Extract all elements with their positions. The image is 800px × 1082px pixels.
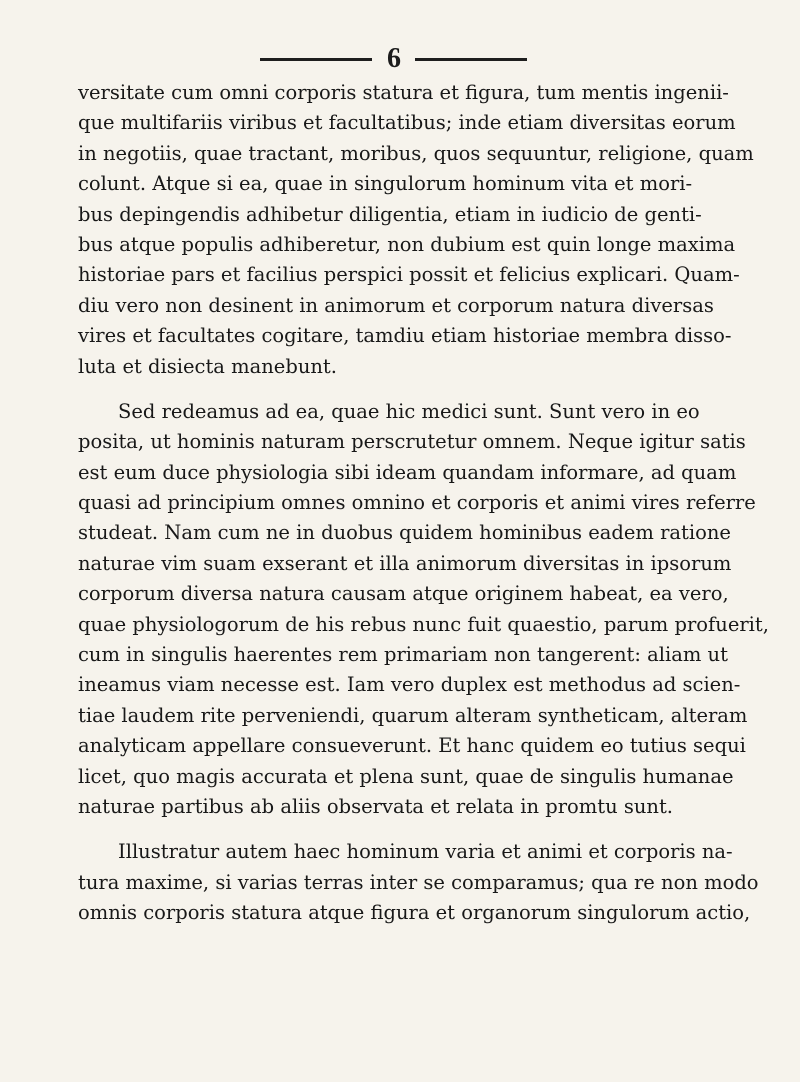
body-text bbox=[78, 78, 770, 929]
header-rule-right bbox=[415, 58, 527, 61]
text-line: Sed redeamus ad ea, quae hic medici sunt. Sunt vero in eo bbox=[118, 399, 700, 423]
paragraph-gap bbox=[78, 822, 770, 837]
text-line: historiae pars et facilius perspici possit et felicius explicari. Quam- bbox=[78, 263, 740, 287]
page-number: 6 bbox=[387, 43, 401, 74]
text-line: naturae partibus ab aliis observata et relata in promtu sunt. bbox=[78, 794, 673, 818]
text-line: ineamus viam necesse est. Iam vero duplex est methodus ad scien- bbox=[78, 673, 741, 697]
text-line: cum in singulis haerentes rem primariam non tangerent: aliam ut bbox=[78, 643, 728, 667]
text-line: luta et disiecta manebunt. bbox=[78, 354, 337, 378]
page-header bbox=[0, 18, 800, 74]
text-line: in negotiis, quae tractant, moribus, quos sequuntur, religione, quam bbox=[78, 141, 754, 165]
text-line: omnis corporis statura atque figura et organorum singulorum actio, bbox=[78, 901, 751, 925]
paragraph-2 bbox=[78, 397, 770, 822]
text-line: est eum duce physiologia sibi ideam quandam informare, ad quam bbox=[78, 460, 737, 484]
paragraph-3 bbox=[78, 837, 770, 928]
text-line: posita, ut hominis naturam perscrutetur omnem. Neque igitur satis bbox=[78, 430, 746, 454]
text-line: que multifariis viribus et facultatibus; inde etiam diversitas eorum bbox=[78, 111, 736, 135]
text-line: tiae laudem rite perveniendi, quarum alteram syntheticam, alteram bbox=[78, 703, 748, 727]
text-line: tura maxime, si varias terras inter se comparamus; qua re non modo bbox=[78, 870, 759, 894]
text-line: quae physiologorum de his rebus nunc fuit quaestio, parum profuerit, bbox=[78, 612, 769, 636]
text-line: licet, quo magis accurata et plena sunt, quae de singulis humanae bbox=[78, 764, 734, 788]
text-line: studeat. Nam cum ne in duobus quidem hominibus eadem ratione bbox=[78, 521, 731, 545]
text-line: vires et facultates cogitare, tamdiu etiam historiae membra disso- bbox=[78, 324, 732, 348]
paragraph-gap bbox=[78, 382, 770, 397]
text-line: bus depingendis adhibetur diligentia, etiam in iudicio de genti- bbox=[78, 202, 702, 226]
text-line: colunt. Atque si ea, quae in singulorum hominum vita et mori- bbox=[78, 172, 693, 196]
text-line: bus atque populis adhiberetur, non dubium est quin longe maxima bbox=[78, 232, 736, 256]
text-line: Illustratur autem haec hominum varia et animi et corporis na- bbox=[118, 840, 733, 864]
paragraph-1 bbox=[78, 78, 770, 382]
text-line: corporum diversa natura causam atque originem habeat, ea vero, bbox=[78, 582, 729, 606]
text-line: naturae vim suam exserant et illa animorum diversitas in ipsorum bbox=[78, 551, 732, 575]
text-line: diu vero non desinent in animorum et corporum natura diversas bbox=[78, 293, 714, 317]
text-line: versitate cum omni corporis statura et figura, tum mentis ingenii- bbox=[78, 81, 729, 104]
header-rule-left bbox=[260, 58, 372, 61]
text-line: analyticam appellare consueverunt. Et hanc quidem eo tutius sequi bbox=[78, 734, 746, 758]
text-line: quasi ad principium omnes omnino et corporis et animi vires referre bbox=[78, 491, 756, 515]
